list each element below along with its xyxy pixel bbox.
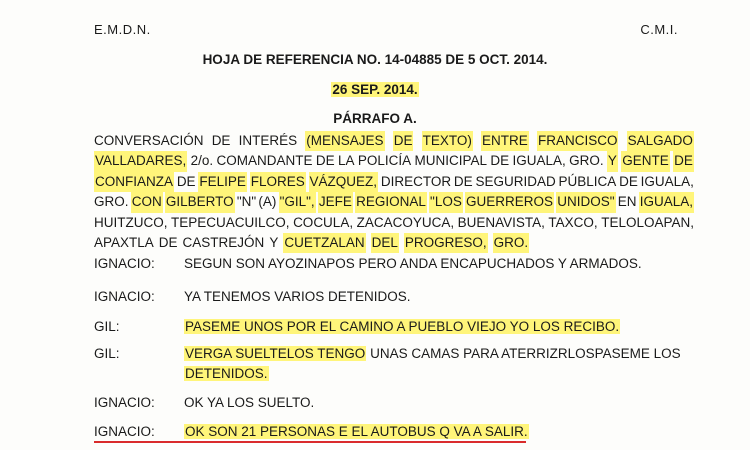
message-text: YA TENEMOS VARIOS DETENIDOS.: [184, 289, 411, 304]
speaker-label: IGNACIO:: [94, 395, 155, 410]
speaker-label: IGNACIO:: [94, 289, 155, 304]
message-text: SEGUN SON AYOZINAPOS PERO ANDA ENCAPUCHADOS Y ARMADOS.: [184, 256, 642, 271]
header-right-code: C.M.I.: [640, 22, 678, 37]
message-text: OK SON 21 PERSONAS E EL AUTOBUS Q VA A SALIR.: [185, 424, 528, 439]
intro-line-2: VALLADARES, 2/o. COMANDANTE DE LA POLICÍA MUNICIPAL DE IGUALA, GRO. Y GENTE DE: [94, 151, 694, 171]
speaker-label: IGNACIO:: [94, 424, 155, 439]
reference-title: HOJA DE REFERENCIA NO. 14-04885 DE 5 OCT. 2014.: [202, 52, 548, 67]
message-text: PASEME UNOS POR EL CAMINO A PUEBLO VIEJO YO LOS RECIBO.: [185, 319, 620, 334]
reference-date: 26 SEP. 2014.: [332, 82, 418, 97]
section-title: PÁRRAFO A.: [333, 111, 417, 126]
red-underline: [94, 441, 526, 443]
intro-line-5: HUITZUCO, TEPECUACUILCO, COCULA, ZACACOYUCA, BUENAVISTA, TAXCO, TELOLOAPAN,: [94, 214, 694, 230]
message-text: OK YA LOS SUELTO.: [184, 395, 315, 410]
message-text: VERGA SUELTELOS TENGO UNAS CAMAS PARA ATERRIZRLOSPASEME LOS DETENIDOS.: [185, 346, 681, 381]
speaker-label: GIL:: [94, 319, 120, 334]
intro-paragraph: [94, 131, 694, 253]
speaker-label: IGNACIO:: [94, 256, 155, 271]
speaker-label: GIL:: [94, 346, 120, 361]
intro-line-1: CONVERSACIÓN DE INTERÉS (MENSAJES DE TEXTO) ENTRE FRANCISCO SALGADO: [94, 131, 694, 151]
intro-line-3: CONFIANZA DE FELIPE FLORES VÁZQUEZ, DIRECTOR DE SEGURIDAD PÚBLICA DE IGUALA,: [94, 172, 694, 192]
header-left-code: E.M.D.N.: [94, 22, 151, 37]
intro-line-4: GRO. CON GILBERTO "N" (A) "GIL", JEFE REGIONAL "LOS GUERREROS UNIDOS" EN IGUALA,: [94, 192, 694, 212]
intro-line-6: APAXTLA DE CASTREJÓN Y CUETZALAN DEL PROGRESO, GRO.: [94, 233, 694, 253]
